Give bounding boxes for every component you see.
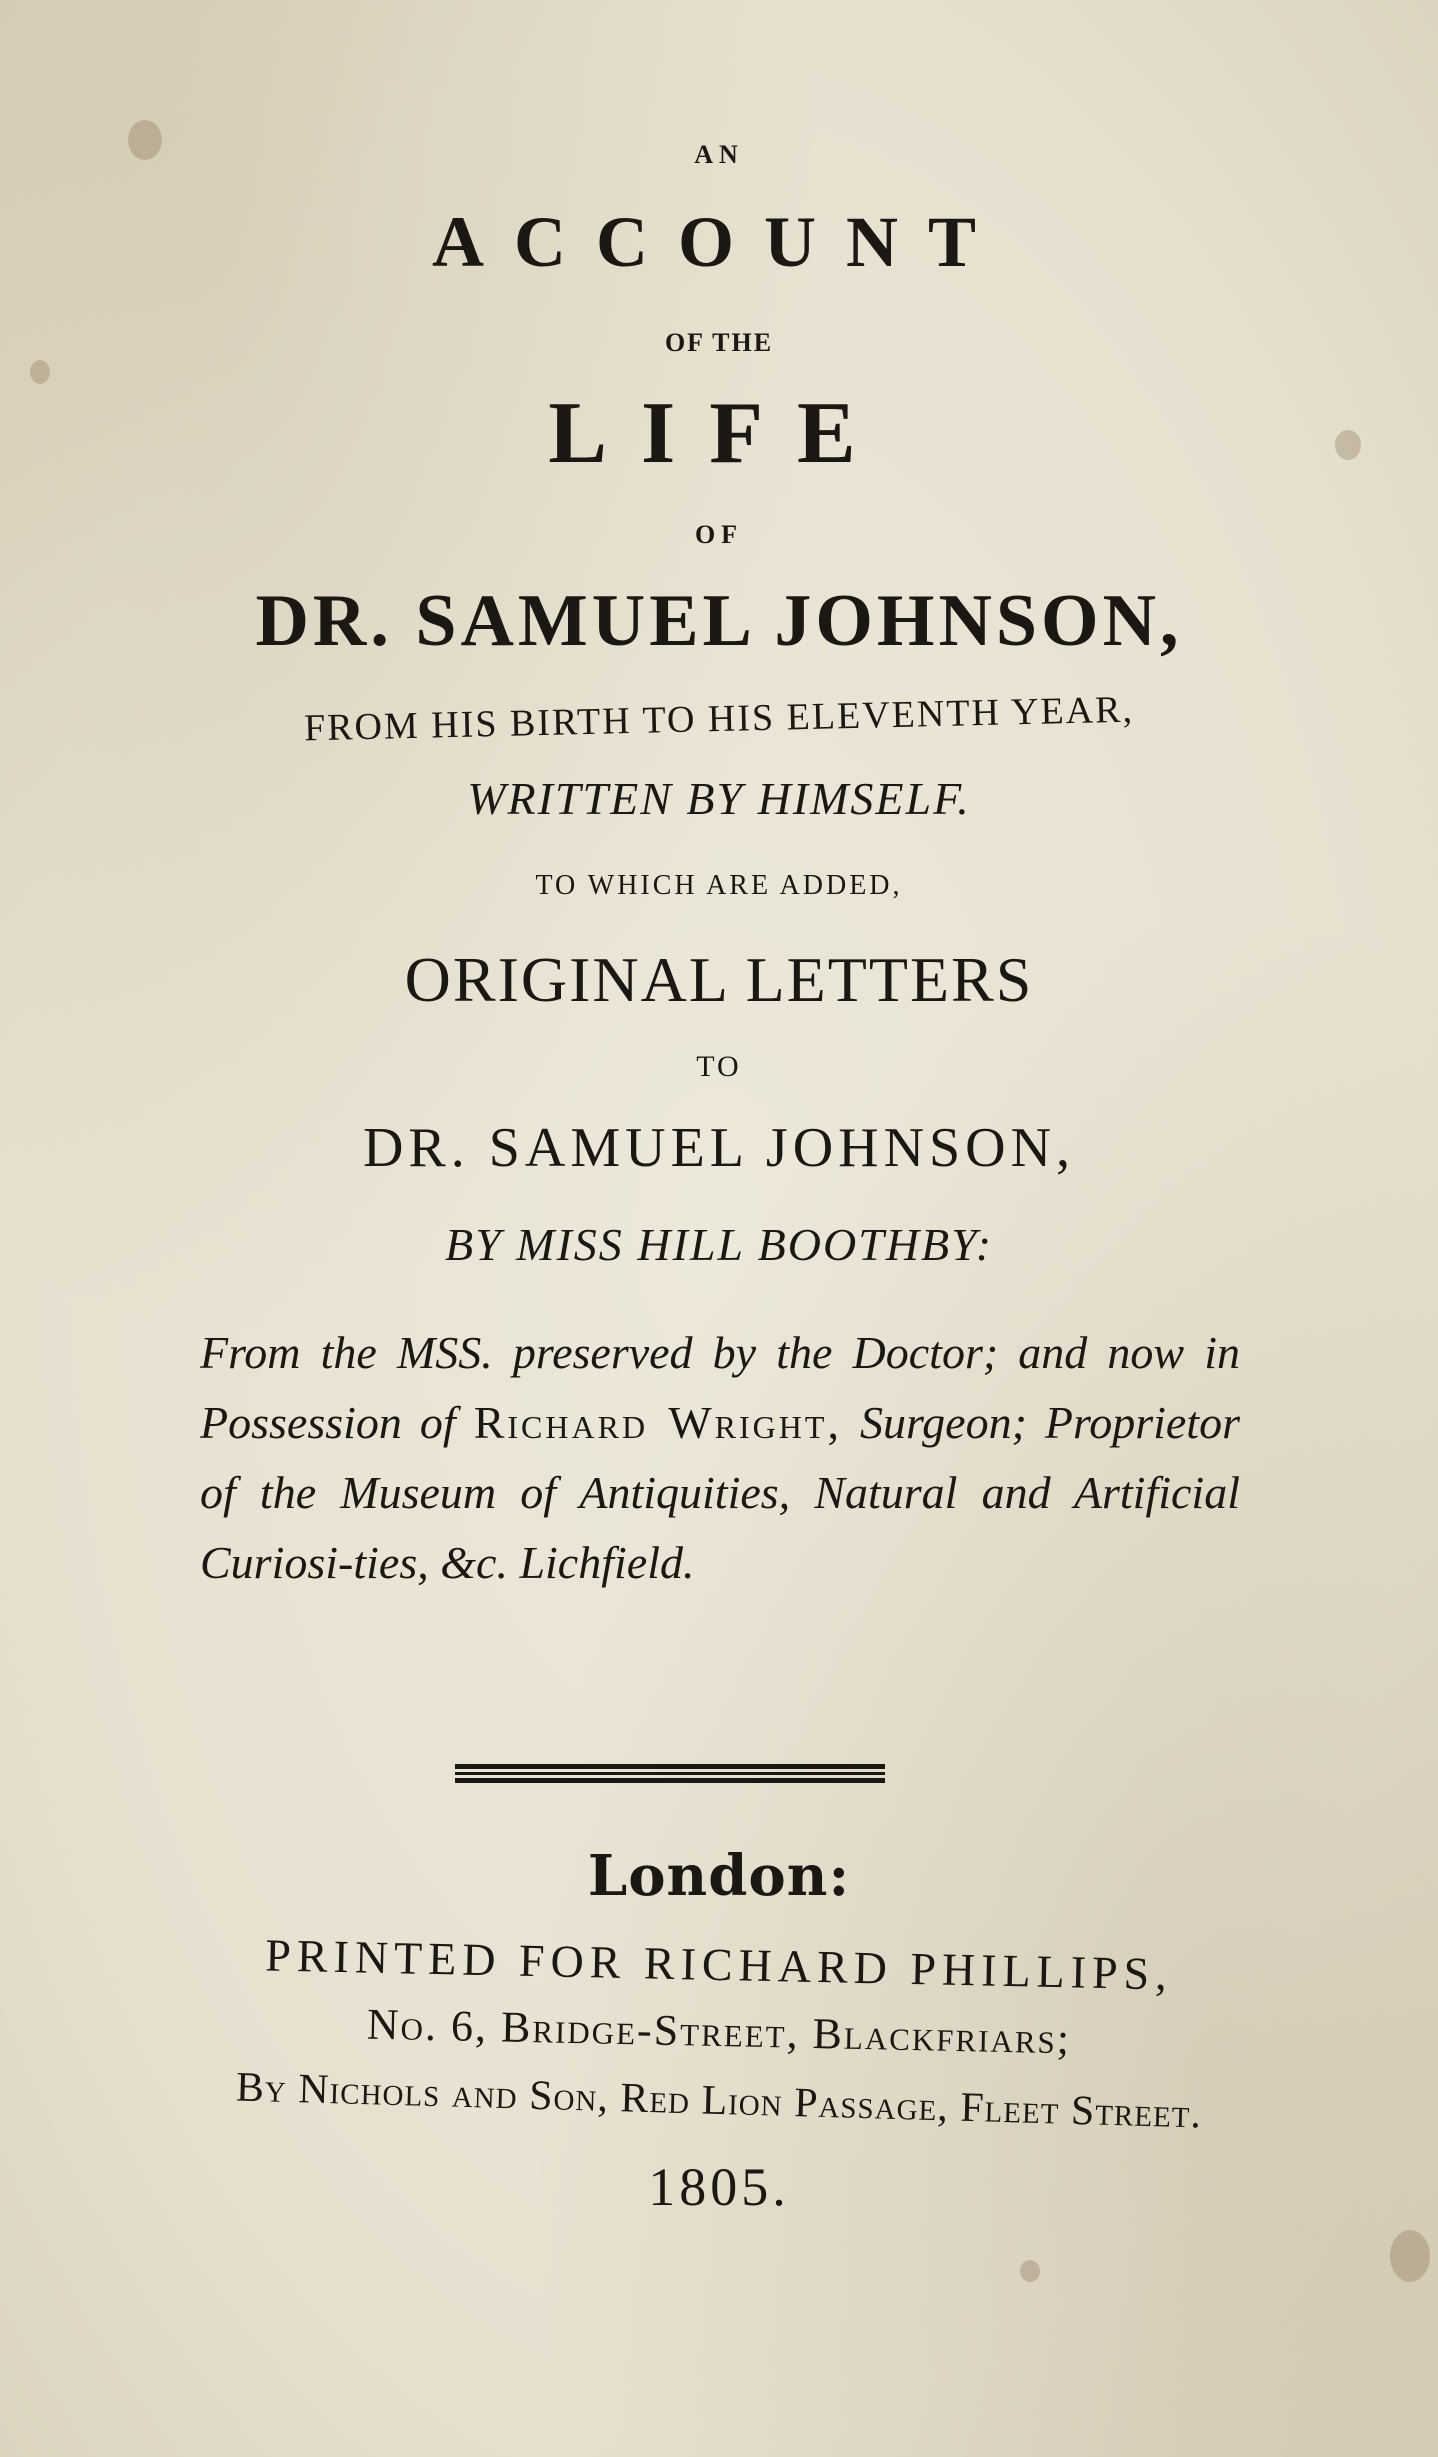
title-life: LIFE — [548, 385, 890, 482]
recipient-name: DR. SAMUEL JOHNSON, — [362, 1117, 1076, 1179]
to-which-added: TO WHICH ARE ADDED, — [535, 870, 903, 901]
provenance-text-1: From the MSS. preserved by the Doctor; and now in Possession of — [200, 1327, 1240, 1448]
title-an: AN — [694, 140, 744, 169]
provenance-paragraph — [200, 1318, 1240, 1598]
author-line: BY MISS HILL BOOTHBY: — [444, 1219, 994, 1270]
imprint-city: London: — [587, 1843, 851, 1909]
title-of: OF — [694, 520, 744, 549]
title-of-the: OF THE — [664, 328, 774, 357]
foxing-spot — [1020, 2260, 1040, 2282]
imprint-address-text: No. 6, Bridge-Street, Blackfriars; — [366, 1999, 1072, 2064]
imprint-printed-for: PRINTED FOR RICHARD PHILLIPS, — [264, 1929, 1174, 2000]
foxing-spot — [30, 360, 50, 384]
imprint-address — [0, 1995, 1438, 2069]
subtitle-span: FROM HIS BIRTH TO HIS ELEVENTH YEAR, — [303, 688, 1135, 750]
written-by-line: WRITTEN BY HIMSELF. — [467, 773, 971, 824]
imprint-printer — [0, 2060, 1438, 2142]
subject-name: DR. SAMUEL JOHNSON, — [255, 580, 1183, 662]
imprint-year: 1805. — [648, 2157, 790, 2217]
to-line: TO — [696, 1050, 742, 1083]
provenance-text-2: Surgeon; Proprietor of the Museum of Antiquities, Natural and Artificial Curiosi-ties, &c. Lichfield. — [200, 1397, 1240, 1588]
decorative-rule — [455, 1762, 885, 1784]
provenance-owner: Richard Wright, — [473, 1397, 842, 1448]
title-account: ACCOUNT — [431, 202, 1006, 282]
foxing-spot — [1390, 2230, 1430, 2282]
original-letters-heading: ORIGINAL LETTERS — [404, 944, 1034, 1015]
imprint-printer-text: By Nichols and Son, Red Lion Passage, Fleet Street. — [235, 2064, 1203, 2138]
